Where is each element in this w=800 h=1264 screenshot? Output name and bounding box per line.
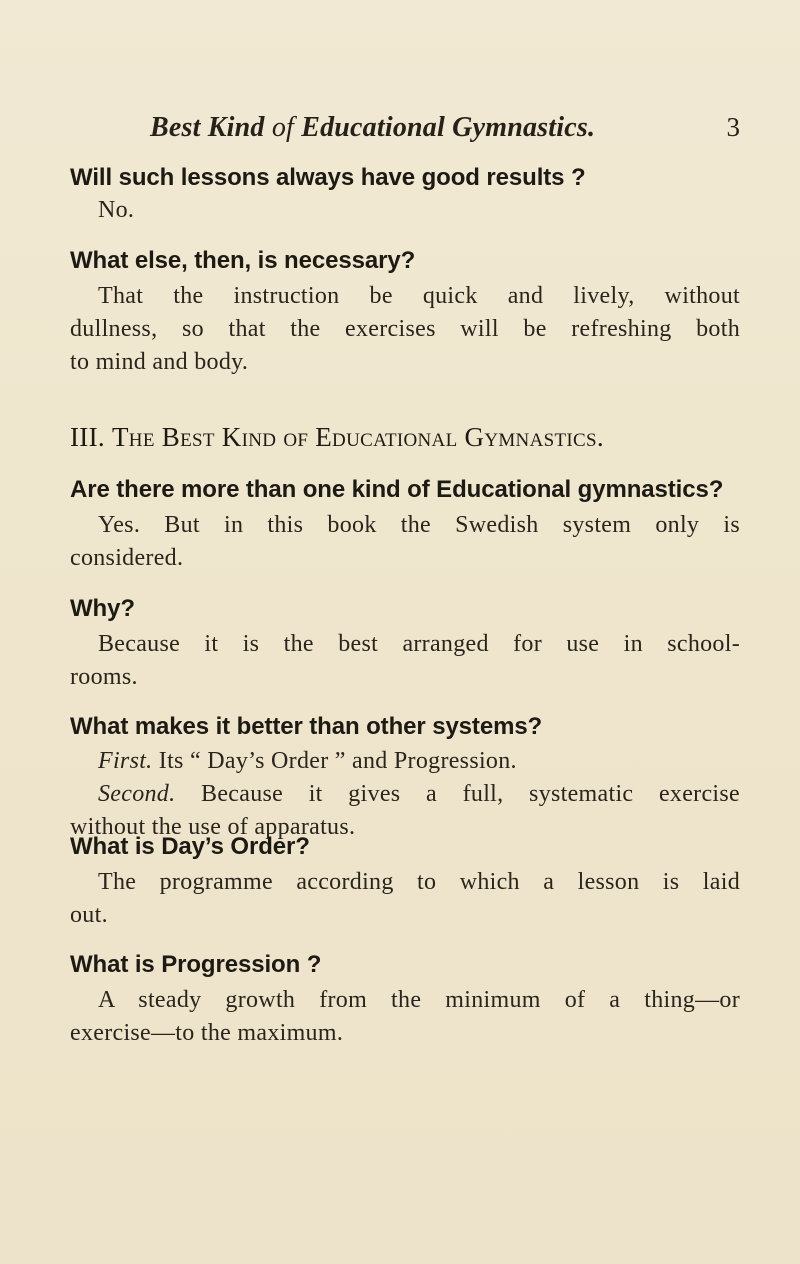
answer-better-than-other-systems — [70, 745, 740, 844]
answer-why — [70, 628, 740, 694]
answer-line-second — [70, 778, 740, 811]
question-progression: What is Progression ? — [70, 951, 322, 978]
answer-good-results — [70, 194, 740, 227]
question-more-than-one-kind: Are there more than one kind of Educational gymnastics? — [70, 476, 724, 503]
question-good-results: Will such lessons always have good results ? — [70, 164, 586, 191]
second-label: Second. — [98, 781, 176, 807]
answer-line: No. — [98, 197, 135, 223]
running-title-part1: Best Kind — [150, 112, 272, 143]
running-title — [150, 112, 595, 144]
answer-what-else-necessary — [70, 280, 740, 379]
answer-line: out. — [70, 902, 108, 928]
running-head — [70, 112, 740, 152]
second-text: Because it gives a full, systematic exercise — [175, 781, 740, 807]
question-better-than-other-systems: What makes it better than other systems? — [70, 713, 543, 740]
answer-line: rooms. — [70, 664, 138, 690]
section-numeral: III. — [70, 422, 105, 452]
answer-line-first — [70, 745, 740, 778]
answer-more-than-one-kind — [70, 509, 740, 575]
answer-line: exercise—to the maximum. — [70, 1020, 344, 1046]
answer-line: Because it is the best arranged for use in school- — [98, 631, 740, 657]
first-label: First. — [98, 748, 153, 774]
first-text: Its “ Day’s Order ” and Progression. — [152, 748, 517, 774]
running-title-of: of — [271, 112, 294, 143]
answer-line: considered. — [70, 545, 184, 571]
section-heading — [70, 422, 742, 453]
answer-days-order — [70, 866, 740, 932]
section-title: The Best Kind of Educational Gymnastics. — [112, 422, 604, 452]
answer-progression — [70, 984, 740, 1050]
question-days-order: What is Day’s Order? — [70, 833, 310, 860]
answer-line: without the use of apparatus. — [70, 814, 356, 840]
page-number: 3 — [726, 112, 740, 142]
answer-line: The programme according to which a lesson is laid — [98, 869, 740, 895]
answer-line: dullness, so that the exercises will be refreshing both — [70, 316, 740, 342]
running-title-part2: Educational Gymnastics. — [294, 112, 596, 143]
question-why: Why? — [70, 595, 135, 622]
answer-line: A steady growth from the minimum of a thing—or — [98, 987, 740, 1013]
answer-line: Yes. But in this book the Swedish system only is — [98, 512, 740, 538]
answer-line: That the instruction be quick and lively, without — [98, 283, 740, 309]
question-what-else-necessary: What else, then, is necessary? — [70, 247, 416, 274]
answer-line: to mind and body. — [70, 349, 249, 375]
